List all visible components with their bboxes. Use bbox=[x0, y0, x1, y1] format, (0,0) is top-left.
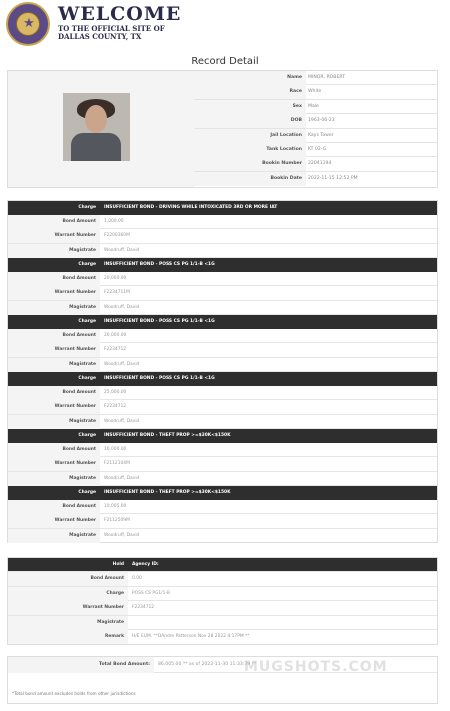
bond-amount-row bbox=[8, 329, 437, 343]
warrant-number-value: F2234712 bbox=[104, 404, 127, 410]
site-header bbox=[4, 2, 204, 48]
magistrate-value: Woodruff, David bbox=[104, 361, 140, 367]
tagline-line-1: TO THE OFFICIAL SITE OF bbox=[58, 24, 165, 33]
warrant-number-row bbox=[8, 400, 437, 414]
bond-amount-label: Bond Amount bbox=[8, 329, 100, 343]
charge-value: INSUFFICIENT BOND - POSS CS PG 1/1-B <1G bbox=[104, 319, 215, 324]
charge-value: INSUFFICIENT BOND - THEFT PROP >=$30K<$150K bbox=[104, 490, 231, 495]
warrant-number-label: Warrant Number bbox=[8, 457, 100, 471]
info-label: Race bbox=[194, 85, 306, 99]
info-label: Bookin Number bbox=[194, 157, 306, 171]
magistrate-row bbox=[8, 301, 437, 315]
bond-amount-label: Bond Amount bbox=[8, 386, 100, 400]
charge-header-row bbox=[8, 372, 437, 386]
bond-amount-row bbox=[8, 443, 437, 457]
magistrate-row bbox=[8, 358, 437, 372]
bond-amount-value: 10,000.00 bbox=[104, 447, 127, 453]
charge-label: Charge bbox=[78, 490, 96, 495]
warrant-number-row bbox=[8, 343, 437, 357]
bond-amount-value: 10,005.00 bbox=[104, 504, 127, 510]
warrant-number-label: Warrant Number bbox=[8, 343, 100, 357]
bond-amount-label: Bond Amount bbox=[8, 215, 100, 229]
inmate-summary bbox=[7, 70, 438, 188]
agency-id-value: Agency ID: bbox=[132, 562, 159, 567]
page-title: Record Detail bbox=[191, 56, 259, 67]
bond-amount-value: 20,000.00 bbox=[104, 333, 127, 339]
info-label: Jail Location bbox=[194, 129, 306, 143]
warrant-number-value: F2112104M bbox=[104, 461, 130, 467]
info-row-sex bbox=[194, 100, 438, 114]
warrant-number-row bbox=[8, 286, 437, 300]
info-value: KT 02-G bbox=[308, 147, 327, 152]
photo-panel bbox=[8, 71, 194, 187]
magistrate-row bbox=[8, 244, 437, 258]
warrant-number-row bbox=[8, 229, 437, 243]
watermark: MUGSHOTS.COM bbox=[244, 659, 388, 675]
site-tagline bbox=[58, 25, 208, 41]
magistrate-label: Magistrate bbox=[8, 415, 100, 429]
warrant-number-label: Warrant Number bbox=[8, 514, 100, 528]
warrant-number-label: Warrant Number bbox=[8, 229, 100, 243]
info-label: Bookin Date bbox=[194, 172, 306, 186]
warrant-number-label: Warrant Number bbox=[8, 286, 100, 300]
hold-charge-row bbox=[8, 587, 437, 601]
totals-panel bbox=[7, 656, 438, 704]
hold-row-label: Remark bbox=[8, 630, 128, 644]
info-label: Sex bbox=[194, 100, 306, 114]
info-row-dob bbox=[194, 114, 438, 128]
magistrate-row bbox=[8, 415, 437, 429]
hold-remark-row bbox=[8, 630, 437, 644]
warrant-number-row bbox=[8, 514, 437, 528]
charge-value: INSUFFICIENT BOND - DRIVING WHILE INTOXICATED 3RD OR MORE IAT bbox=[104, 205, 278, 210]
hold-row-value: POSS CS PG1/1-B bbox=[132, 590, 170, 596]
bond-amount-row bbox=[8, 386, 437, 400]
county-seal-icon[interactable] bbox=[6, 2, 50, 46]
magistrate-label: Magistrate bbox=[8, 358, 100, 372]
charge-header-row bbox=[8, 315, 437, 329]
hold-row-value: H/E EUM. **DAndre Patterson Nov 28 2022 4:17PM ** bbox=[132, 634, 250, 639]
magistrate-label: Magistrate bbox=[8, 529, 100, 543]
info-value: MINOR, ROBERT bbox=[308, 75, 346, 80]
charge-value: INSUFFICIENT BOND - THEFT PROP >=$30K<$150K bbox=[104, 433, 231, 438]
info-row-jail-location bbox=[194, 129, 438, 143]
star-icon: ★ bbox=[23, 16, 35, 31]
warrant-number-row bbox=[8, 457, 437, 471]
magistrate-value: Woodruff, David bbox=[104, 532, 140, 538]
tagline-line-2: DALLAS COUNTY, TX bbox=[58, 32, 142, 41]
bond-amount-row bbox=[8, 215, 437, 229]
hold-label: Hold bbox=[112, 562, 124, 567]
hold-header-row bbox=[8, 558, 437, 572]
charge-label: Charge bbox=[78, 262, 96, 267]
magistrate-row bbox=[8, 472, 437, 486]
info-value: White bbox=[308, 89, 322, 95]
charge-header-row bbox=[8, 201, 437, 215]
magistrate-value: Woodruff, David bbox=[104, 418, 140, 424]
info-row-name bbox=[194, 71, 438, 85]
hold-magistrate-row bbox=[8, 616, 437, 630]
info-value: 2022-11-15 12:52 PM bbox=[308, 175, 358, 181]
bond-amount-value: 25,000.00 bbox=[104, 390, 127, 396]
info-row-bookin-number bbox=[194, 157, 438, 171]
bond-amount-value: 20,000.00 bbox=[104, 276, 127, 282]
magistrate-value: Woodruff, David bbox=[104, 304, 140, 310]
hold-row-label: Charge bbox=[8, 587, 128, 601]
magistrate-value: Woodruff, David bbox=[104, 475, 140, 481]
body-shape bbox=[71, 133, 121, 161]
hold-warrant-row bbox=[8, 601, 437, 615]
warrant-number-value: F2234712 bbox=[104, 347, 127, 353]
charges-table bbox=[7, 200, 438, 543]
total-bond-note: *Total bond amount excludes holds from other jurisdictions bbox=[12, 691, 136, 696]
charge-label: Charge bbox=[78, 376, 96, 381]
magistrate-label: Magistrate bbox=[8, 472, 100, 486]
magistrate-value: Woodruff, David bbox=[104, 247, 140, 253]
warrant-number-value: F2112509M bbox=[104, 518, 130, 524]
info-value: 1963-06-23 bbox=[308, 118, 335, 124]
hold-bond-amount-row bbox=[8, 572, 437, 586]
info-value: 22041194 bbox=[308, 161, 332, 167]
charge-label: Charge bbox=[78, 205, 96, 210]
charge-label: Charge bbox=[78, 433, 96, 438]
charge-header-row bbox=[8, 486, 437, 500]
hold-table bbox=[7, 557, 438, 645]
info-value: Kays Tower bbox=[308, 132, 334, 138]
bond-amount-label: Bond Amount bbox=[8, 443, 100, 457]
total-bond-value: 86,005.00 ** as of 2022-11-30 11:33:39 ** bbox=[158, 662, 257, 667]
magistrate-label: Magistrate bbox=[8, 244, 100, 258]
welcome-heading: WELCOME bbox=[58, 3, 182, 25]
bond-amount-value: 1,000.00 bbox=[104, 219, 124, 225]
hold-row-value: F2234712 bbox=[132, 605, 155, 611]
mugshot-photo bbox=[63, 93, 130, 161]
bond-amount-label: Bond Amount bbox=[8, 272, 100, 286]
warrant-number-value: F2200360M bbox=[104, 233, 130, 239]
info-value: Male bbox=[308, 103, 319, 109]
hold-row-label: Magistrate bbox=[8, 616, 128, 630]
magistrate-row bbox=[8, 529, 437, 543]
charge-label: Charge bbox=[78, 319, 96, 324]
charge-value: INSUFFICIENT BOND - POSS CS PG 1/1-B <1G bbox=[104, 376, 215, 381]
hold-row-label: Bond Amount bbox=[8, 572, 128, 586]
info-label: Name bbox=[194, 71, 306, 85]
info-row-race bbox=[194, 85, 438, 99]
warrant-number-value: F2234711M bbox=[104, 290, 130, 296]
hold-row-value: 0.00 bbox=[132, 576, 142, 582]
bond-amount-row bbox=[8, 500, 437, 514]
magistrate-label: Magistrate bbox=[8, 301, 100, 315]
warrant-number-label: Warrant Number bbox=[8, 400, 100, 414]
seal-center bbox=[16, 12, 40, 36]
charge-value: INSUFFICIENT BOND - POSS CS PG 1/1-B <1G bbox=[104, 262, 215, 267]
charge-header-row bbox=[8, 429, 437, 443]
bond-amount-row bbox=[8, 272, 437, 286]
total-bond-label: Total Bond Amount: bbox=[8, 657, 154, 673]
info-row-tank-location bbox=[194, 143, 438, 157]
info-label: DOB bbox=[194, 114, 306, 128]
info-row-bookin-date bbox=[194, 172, 438, 186]
face-shape bbox=[85, 105, 107, 133]
bond-amount-label: Bond Amount bbox=[8, 500, 100, 514]
charge-header-row bbox=[8, 258, 437, 272]
hold-row-label: Warrant Number bbox=[8, 601, 128, 615]
info-label: Tank Location bbox=[194, 143, 306, 157]
